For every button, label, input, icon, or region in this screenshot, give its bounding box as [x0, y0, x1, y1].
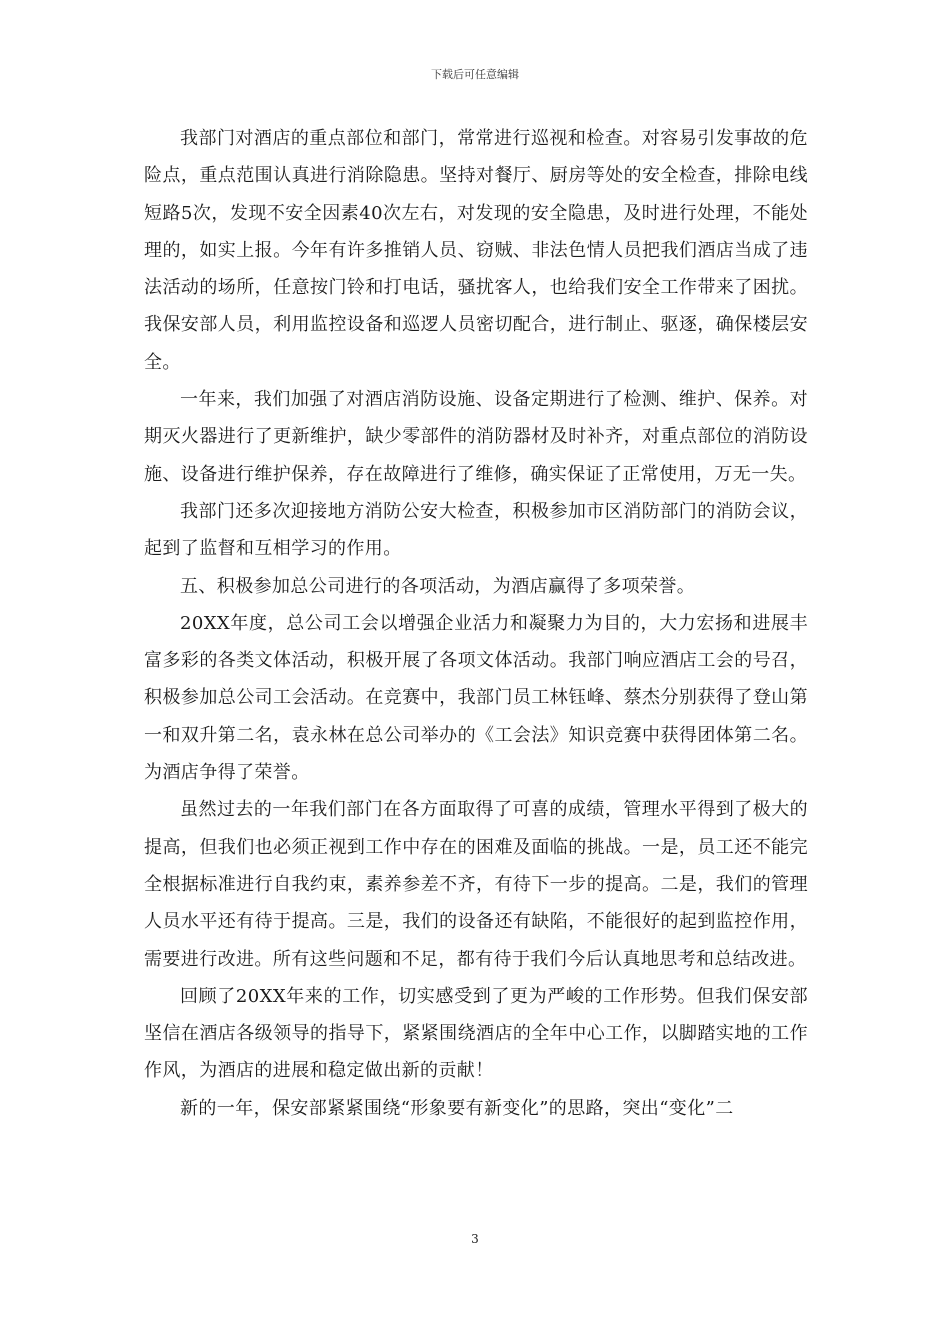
document-body: [144, 120, 808, 1127]
paragraph-inspection: 我部门对酒店的重点部位和部门，常常进行巡视和检查。对容易引发事故的危险点，重点范围认真进行消除隐患。坚持对餐厅、厨房等处的安全检查，排除电线短路5次，发现不安全因素40次左右，对发现的安全隐患，及时进行处理，不能处理的，如实上报。今年有许多推销人员、窃贼、非法色情人员把我们酒店当成了违法活动的场所，任意按门铃和打电话，骚扰客人，也给我们安全工作带来了困扰。我保安部人员，利用监控设备和巡逻人员密切配合，进行制止、驱逐，确保楼层安全。: [144, 128, 808, 373]
page-number: 3: [471, 1232, 479, 1246]
paragraph-fire-inspection: 我部门还多次迎接地方消防公安大检查，积极参加市区消防部门的消防会议，起到了监督和互相学习的作用。: [144, 500, 808, 560]
section-heading-activities: 五、积极参加总公司进行的各项活动，为酒店赢得了多项荣誉。: [180, 575, 696, 597]
paragraph-challenges: 虽然过去的一年我们部门在各方面取得了可喜的成绩，管理水平得到了极大的提高，但我们也必须正视到工作中存在的困难及面临的挑战。一是，员工还不能完全根据标准进行自我约束，素养参差不齐，有待下一步的提高。二是，我们的管理人员水平还有待于提高。三是，我们的设备还有缺陷，不能很好的起到监控作用，需要进行改进。所有这些问题和不足，都有待于我们今后认真地思考和总结改进。: [144, 799, 808, 970]
paragraph-new-year: 新的一年，保安部紧紧围绕“形象要有新变化”的思路，突出“变化”二: [180, 1097, 734, 1119]
paragraph-union-activities: 20XX年度，总公司工会以增强企业活力和凝聚力为目的，大力宏扬和进展丰富多彩的各类文体活动，积极开展了各项文体活动。我部门响应酒店工会的号召，积极参加总公司工会活动。在竞赛中，我部门员工林钰峰、蔡杰分别获得了登山第一和双升第二名，袁永林在总公司举办的《工会法》知识竞赛中获得团体第二名。为酒店争得了荣誉。: [144, 612, 808, 784]
header-note: 下载后可任意编辑: [431, 68, 519, 81]
paragraph-review: 回顾了20XX年来的工作，切实感受到了更为严峻的工作形势。但我们保安部坚信在酒店各级领导的指导下，紧紧围绕酒店的全年中心工作，以脚踏实地的工作作风，为酒店的进展和稳定做出新的贡献！: [144, 985, 808, 1082]
paragraph-fire-equipment: 一年来，我们加强了对酒店消防设施、设备定期进行了检测、维护、保养。对期灭火器进行了更新维护，缺少零部件的消防器材及时补齐，对重点部位的消防设施、设备进行维护保养，存在故障进行了维修，确实保证了正常使用，万无一失。: [144, 389, 808, 485]
